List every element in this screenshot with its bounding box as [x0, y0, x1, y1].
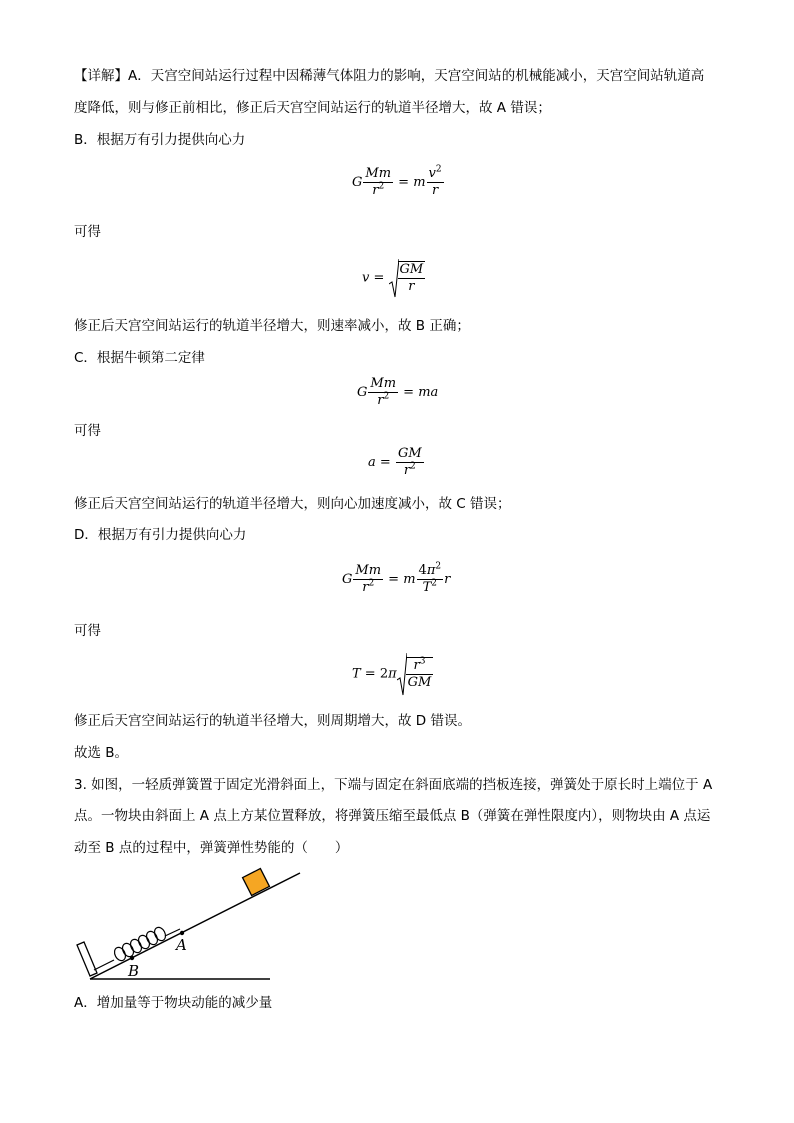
- equation-velocity: v = $\frac{GM}{r}$: [362, 258, 426, 298]
- equation-gravity-centripetal: G $\frac{Mm}{r^2}$ = m $\frac{v^2}{r}$: [352, 164, 442, 198]
- incline-surface: [90, 873, 300, 979]
- label-b: B: [128, 962, 140, 980]
- baffle-plate: [77, 942, 97, 976]
- detail-line-1: 【详解】A．天宫空间站运行过程中因稀薄气体阻力的影响，天宫空间站的机械能减小，天宫空间站轨道高: [74, 68, 705, 84]
- block: [243, 869, 270, 896]
- point-b: [130, 956, 134, 960]
- question-3-line-1: 3. 如图，一轻质弹簧置于固定光滑斜面上，下端与固定在斜面底端的挡板连接，弹簧处于原长时上端位于 A: [74, 777, 713, 793]
- detail-line-3: B．根据万有引力提供向心力: [74, 132, 246, 148]
- option-a: A．增加量等于物块动能的减少量: [74, 995, 273, 1011]
- question-3-line-2: 点。一物块由斜面上 A 点上方某位置释放，将弹簧压缩至最低点 B（弹簧在弹性限度内），则物块由 A 点运: [74, 808, 711, 824]
- detail-line-12: 故选 B。: [74, 745, 129, 761]
- detail-line-5: 修正后天宫空间站运行的轨道半径增大，则速率减小，故 B 正确；: [74, 318, 470, 334]
- incline-spring-figure: [70, 866, 320, 986]
- detail-line-4: 可得: [74, 224, 101, 240]
- question-3-line-3: 动至 B 点的过程中，弹簧弹性势能的（ ）: [74, 840, 349, 856]
- detail-line-6: C．根据牛顿第二定律: [74, 350, 205, 366]
- equation-period-force: G $\frac{Mm}{r^2}$ = m $\frac{4\pi^2}{T^2}$ r: [342, 561, 451, 595]
- equation-acceleration: a = $\frac{GM}{r^2}$: [368, 446, 422, 478]
- detail-line-9: D．根据万有引力提供向心力: [74, 527, 247, 543]
- label-a: A: [176, 936, 187, 954]
- equation-newton-second-law: G $\frac{Mm}{r^2}$ = ma: [357, 376, 439, 408]
- equation-period: T = 2π $\frac{r^3}{GM}$: [352, 652, 434, 696]
- detail-line-7: 可得: [74, 423, 101, 439]
- detail-line-8: 修正后天宫空间站运行的轨道半径增大，则向心加速度减小，故 C 错误；: [74, 496, 511, 512]
- point-a: [180, 931, 184, 935]
- detail-line-10: 可得: [74, 623, 101, 639]
- detail-line-2: 度降低，则与修正前相比，修正后天宫空间站运行的轨道半径增大，故 A 错误；: [74, 100, 551, 116]
- detail-line-11: 修正后天宫空间站运行的轨道半径增大，则周期增大，故 D 错误。: [74, 713, 471, 729]
